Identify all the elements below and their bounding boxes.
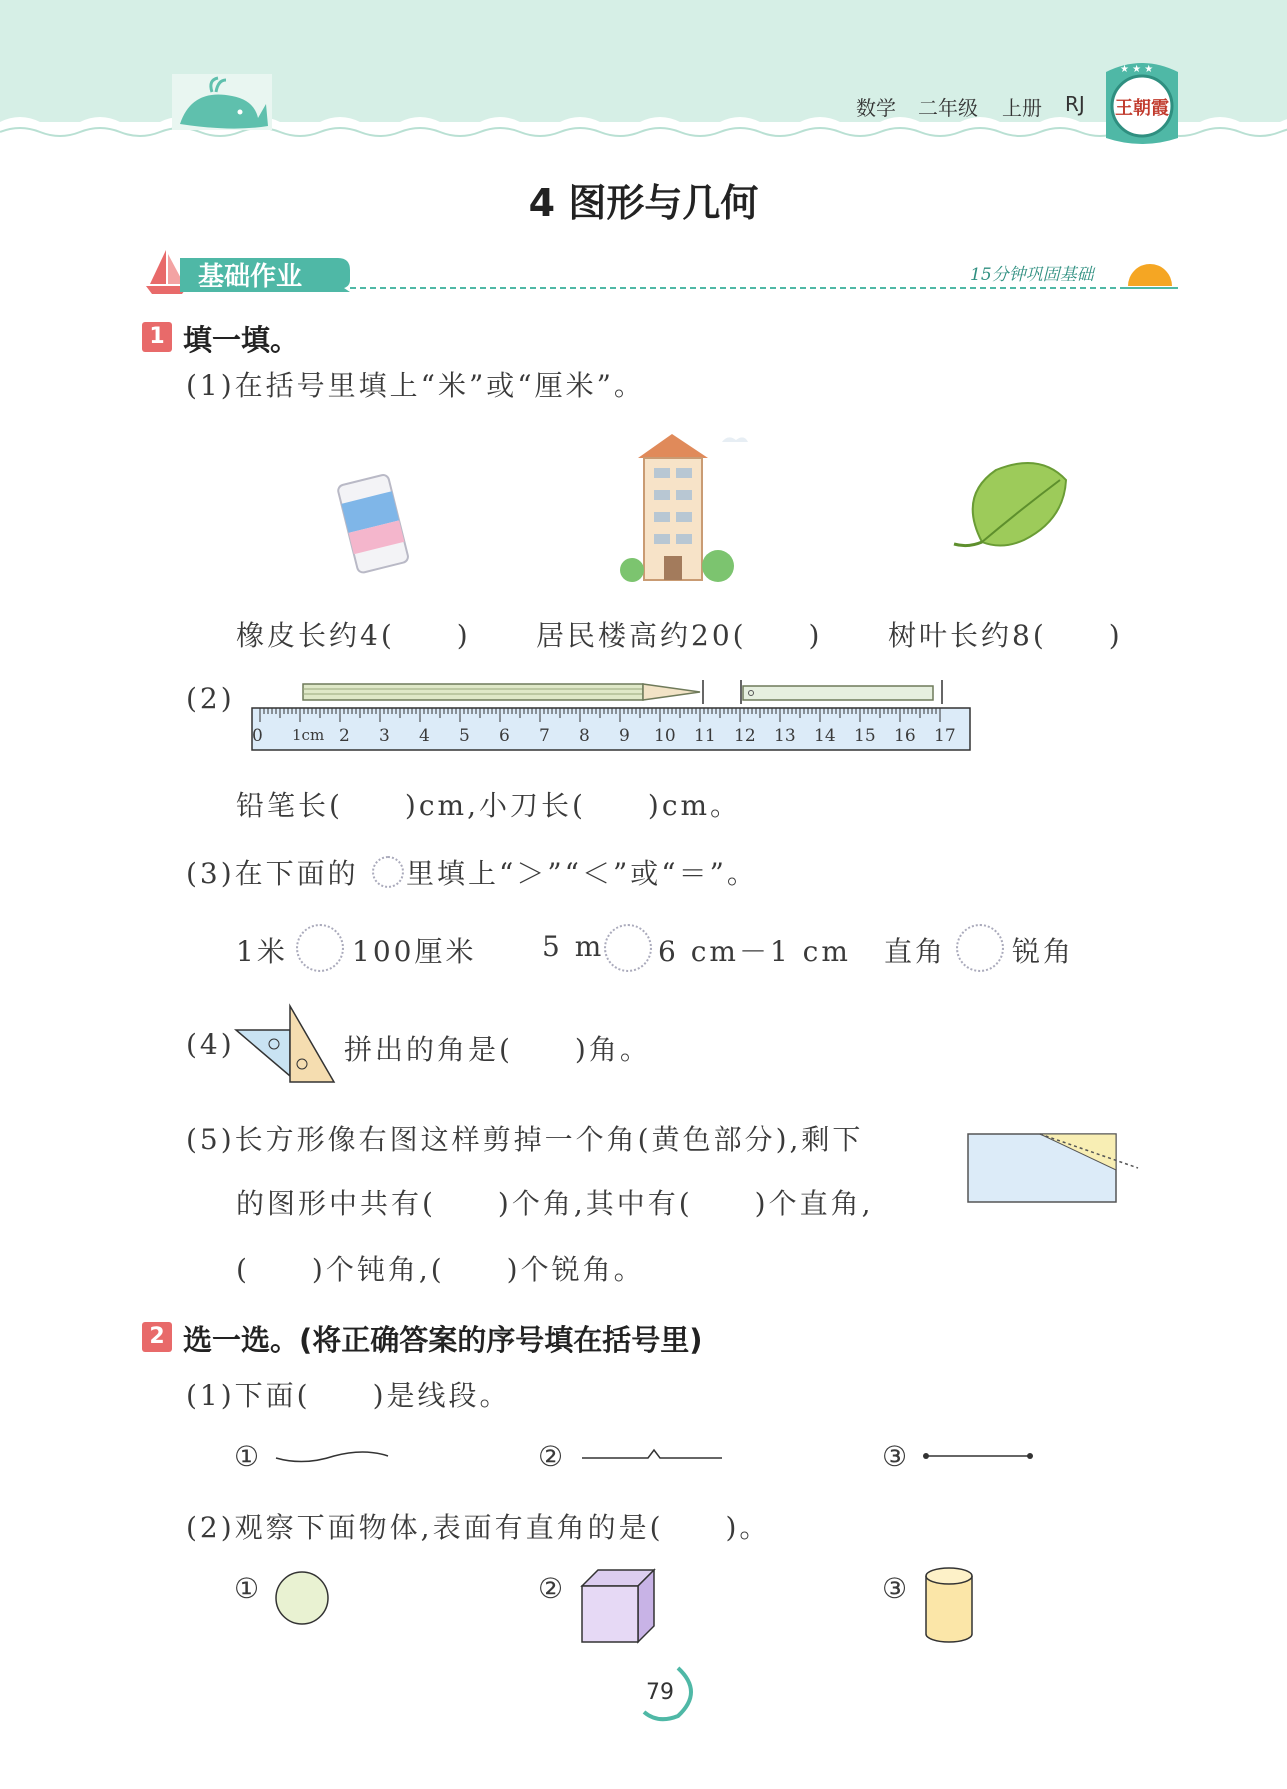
q1-p2-answer: 铅笔长( )cm,小刀长( )cm。 [236,789,742,822]
q1-p3-c3-right: 锐角 [1012,935,1075,968]
volume-label: 上册 [1002,96,1042,120]
q1-p3-c1-left: 1米 [236,935,288,968]
ruler-label: 2 [339,726,350,746]
brand-name: 王朝霞 [1115,98,1169,119]
q1-title: 填一填。 [183,323,300,357]
ruler-label: 13 [774,726,796,746]
section-note: 15分钟巩固基础 [970,265,1094,285]
q1-p3-prompt-b: 里填上“＞”“＜”或“＝”。 [406,857,758,890]
sunrise-icon [1124,254,1178,290]
q2-p1-opt3: ③ [882,1440,911,1473]
curve-line-icon [274,1444,390,1468]
ruler-label: 9 [619,726,630,746]
ruler-label: 12 [734,726,756,746]
compare-circle-2[interactable] [604,924,652,972]
q1-p5-line2: 的图形中共有( )个角,其中有( )个直角, [236,1187,874,1220]
ruler-label: 7 [539,726,550,746]
ruler-label: 4 [419,726,430,746]
q1-p1-eraser: 橡皮长约4( ) [236,619,471,652]
ruler-label: 0 [252,726,263,746]
q1-p1-building: 居民楼高约20( ) [536,619,823,652]
cylinder-icon [922,1564,976,1648]
q1-p4-label: (4) [186,1028,235,1061]
circle-blank-icon [372,856,404,888]
pencil-icon [303,680,703,704]
q1-p2-label: (2) [186,682,235,715]
q2-p2-prompt: (2)观察下面物体,表面有直角的是( )。 [186,1511,771,1544]
ruler-label: 1cm [292,726,325,744]
ruler-label: 8 [579,726,590,746]
q1-p3-c2-right: 6 cm－1 cm [658,935,851,968]
ruler-label: 5 [459,726,470,746]
q1-p3-c3-left: 直角 [884,935,947,968]
q2-p2-opt3: ③ [882,1572,911,1605]
ruler-label: 10 [654,726,676,746]
ruler-label: 11 [694,726,716,746]
subject-label: 数学 [856,96,896,120]
leaf-icon [950,456,1074,556]
section-banner [138,246,1178,296]
q1-p4-text: 拼出的角是( )角。 [344,1033,651,1066]
q1-p5-line3: ( )个钝角,( )个锐角。 [236,1253,645,1286]
q1-p1-leaf: 树叶长约8( ) [888,619,1123,652]
ruler-label: 15 [854,726,876,746]
set-squares-icon [232,1006,338,1084]
cube-icon [578,1566,658,1646]
compare-circle-3[interactable] [956,924,1004,972]
q1-p3-prompt-a: (3)在下面的 [186,857,359,890]
q2-p1-opt2: ② [538,1440,567,1473]
q2-p2-opt2: ② [538,1572,567,1605]
ruler-label: 3 [379,726,390,746]
eraser-icon [335,470,417,576]
ruler-labels [252,726,972,748]
q2-number: 2 [142,1322,172,1352]
section-label: 基础作业 [198,262,303,292]
page-title: 4 图形与几何 [528,181,759,225]
q1-p3-c2-left: 5 m [542,930,605,963]
grade-label: 二年级 [918,96,978,120]
q1-p5-line1: (5)长方形像右图这样剪掉一个角(黄色部分),剩下 [186,1123,864,1156]
svg-text:★ ★ ★: ★ ★ ★ [1120,64,1154,75]
ruler-label: 16 [894,726,916,746]
q1-p1-prompt: (1)在括号里填上“米”或“厘米”。 [186,369,645,402]
compare-circle-1[interactable] [296,924,344,972]
cut-rectangle-figure [966,1130,1142,1204]
q2-p1-prompt: (1)下面( )是线段。 [186,1379,511,1412]
knife-icon [741,680,942,704]
q2-p1-opt1: ① [234,1440,263,1473]
segment-icon [922,1444,1034,1468]
ruler-label: 14 [814,726,836,746]
brand-badge [1100,58,1184,148]
q1-p3-c1-right: 100厘米 [352,935,477,968]
building-icon [618,428,754,584]
q1-number: 1 [142,322,172,352]
edition-label: RJ [1065,92,1085,116]
sphere-icon [272,1568,332,1628]
whale-icon [172,74,277,132]
q2-p2-opt1: ① [234,1572,263,1605]
ruler-label: 17 [934,726,956,746]
ruler-label: 6 [499,726,510,746]
broken-line-icon [580,1444,724,1468]
q2-title: 选一选。(将正确答案的序号填在括号里) [183,1323,703,1357]
page-number: 79 [646,1680,674,1705]
